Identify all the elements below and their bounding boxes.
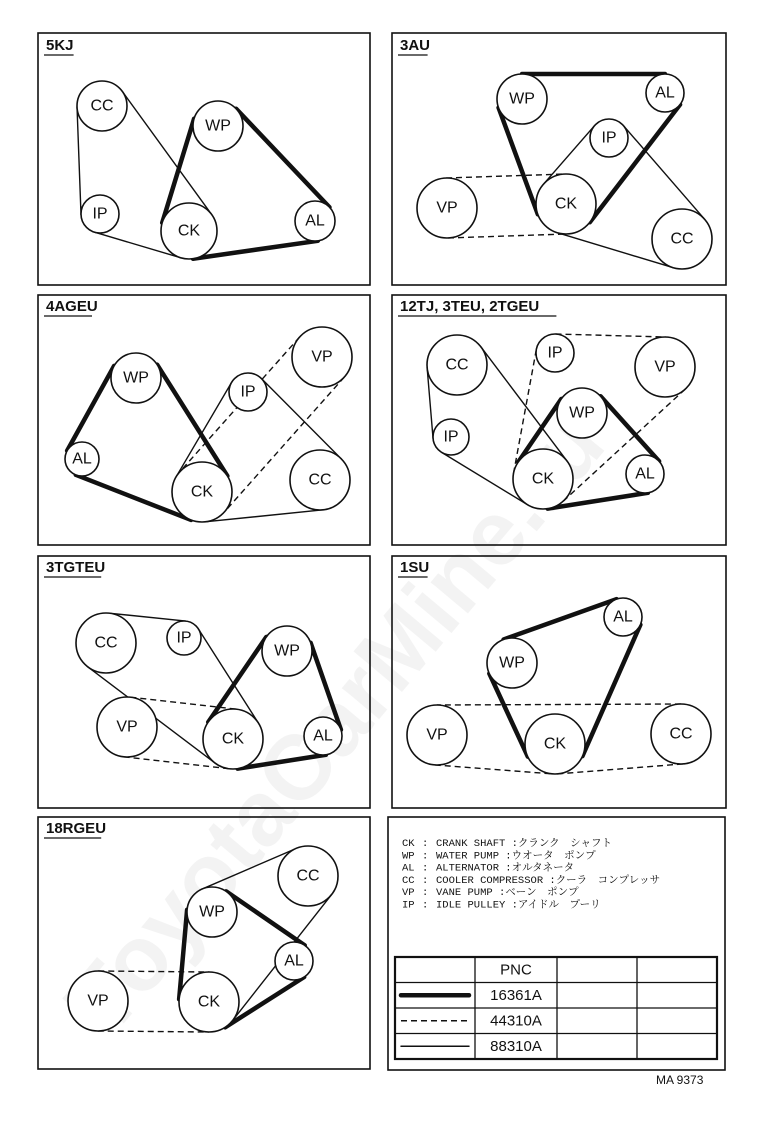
- pulley-wp: [111, 353, 161, 403]
- pulley-label: VP: [311, 348, 333, 366]
- panel-title: 5KJ: [46, 37, 74, 54]
- pulley-label: WP: [509, 90, 535, 108]
- pulley-label: CC: [669, 725, 693, 743]
- pulley-ck: [203, 709, 263, 769]
- pulley-label: WP: [569, 404, 595, 422]
- pulley-label: CK: [554, 195, 578, 213]
- panel-4ageu: [38, 295, 370, 545]
- belt-segment: [504, 599, 617, 639]
- pulley-cc: [427, 335, 487, 395]
- pulley-label: VP: [87, 992, 109, 1010]
- pulley-label: WP: [274, 642, 300, 660]
- pulley-ip: [81, 195, 119, 233]
- panel-title: 12TJ, 3TEU, 2TGEU: [400, 298, 540, 315]
- belt-segment: [446, 174, 565, 178]
- pulley-ck: [513, 449, 573, 509]
- legend-abbr: WP: [402, 850, 415, 863]
- pnc-table: [395, 957, 717, 1059]
- legend-english: IDLE PULLEY :: [436, 899, 518, 912]
- legend-sep: :: [422, 862, 429, 875]
- pulley-cc: [651, 704, 711, 764]
- pulley-vp: [97, 697, 157, 757]
- legend-sep: :: [422, 899, 429, 912]
- pulley-label: CC: [308, 471, 332, 489]
- panel-title: 1SU: [400, 559, 430, 576]
- panel-title: 3AU: [400, 37, 431, 54]
- legend-entry-ck: [402, 837, 612, 850]
- pulley-label: VP: [654, 358, 676, 376]
- pulley-label: IP: [92, 205, 108, 223]
- panel-12tj: [392, 295, 726, 545]
- pulley-ip: [536, 334, 574, 372]
- pulley-label: AL: [613, 608, 633, 626]
- panel-title: 18RGEU: [46, 820, 107, 837]
- pulley-label: CK: [531, 470, 555, 488]
- pulley-wp: [487, 638, 537, 688]
- pulley-label: CC: [296, 867, 320, 885]
- pulley-label: IP: [240, 383, 256, 401]
- pulley-al: [304, 717, 342, 755]
- legend-english: ALTERNATOR :: [436, 862, 512, 875]
- pulley-label: WP: [123, 369, 149, 387]
- pulley-al: [626, 455, 664, 493]
- pulley-wp: [557, 388, 607, 438]
- pulley-wp: [193, 101, 243, 151]
- pulley-wp: [497, 74, 547, 124]
- legend-abbr: IP: [402, 899, 415, 912]
- pulley-label: WP: [499, 654, 525, 672]
- belt-segment: [67, 366, 114, 451]
- belt-segment: [556, 334, 666, 337]
- pulley-ck: [161, 203, 217, 259]
- pulley-label: AL: [284, 952, 304, 970]
- legend-japanese: オルタネータ: [511, 862, 575, 875]
- pulley-ck: [536, 174, 596, 234]
- legend-abbr: VP: [402, 887, 415, 900]
- pnc-header: PNC: [500, 961, 532, 979]
- legend-entry-vp: [402, 886, 579, 899]
- pulley-label: AL: [635, 465, 655, 483]
- legend-sep: :: [422, 850, 429, 863]
- pulley-label: CK: [543, 735, 567, 753]
- pulley-vp: [407, 705, 467, 765]
- legend-english: COOLER COMPRESSOR :: [436, 874, 556, 887]
- pulley-label: CK: [190, 483, 214, 501]
- pulley-ip: [167, 621, 201, 655]
- legend-entry-wp: [402, 849, 596, 862]
- legend-english: CRANK SHAFT :: [436, 838, 518, 850]
- pulley-label: CC: [94, 634, 118, 652]
- pulley-vp: [635, 337, 695, 397]
- pulley-ip: [433, 419, 469, 455]
- drawing-code: MA 9373: [656, 1073, 704, 1087]
- pulley-vp: [292, 327, 352, 387]
- panel-5kj: [38, 33, 370, 285]
- belt-segment: [77, 107, 81, 215]
- legend-japanese: アイドル プーリ: [517, 899, 601, 912]
- pulley-cc: [76, 613, 136, 673]
- pulley-vp: [417, 178, 477, 238]
- belt-segment: [236, 109, 329, 207]
- pulley-al: [604, 598, 642, 636]
- pulley-label: WP: [205, 117, 231, 135]
- pulley-label: VP: [426, 726, 448, 744]
- pnc-value: 88310A: [490, 1037, 542, 1055]
- pulley-ip: [590, 119, 628, 157]
- pulley-vp: [68, 971, 128, 1031]
- pulley-label: CC: [90, 97, 114, 115]
- belt-segment: [261, 379, 341, 459]
- legend-entry-ip: [402, 899, 601, 912]
- panel-title: 3TGTEU: [46, 559, 106, 576]
- pulley-cc: [290, 450, 350, 510]
- legend-entry-cc: [402, 874, 660, 887]
- pnc-value: 44310A: [490, 1012, 542, 1030]
- belt-segment: [448, 234, 567, 238]
- pulley-label: CC: [670, 230, 694, 248]
- legend-sep: :: [422, 887, 429, 900]
- belt-segment: [157, 365, 227, 476]
- legend-abbr: CK: [402, 838, 415, 850]
- pulley-label: WP: [199, 903, 225, 921]
- pulley-label: AL: [72, 450, 92, 468]
- legend-english: WATER PUMP :: [436, 850, 512, 863]
- pulley-wp: [262, 626, 312, 676]
- panel-title: 4AGEU: [46, 298, 98, 315]
- pulley-ck: [525, 714, 585, 774]
- belt-segment: [623, 126, 704, 220]
- legend-japanese: クランク シャフト: [517, 838, 612, 850]
- pulley-cc: [652, 209, 712, 269]
- pulley-al: [295, 201, 335, 241]
- pulley-wp: [187, 887, 237, 937]
- pulley-cc: [278, 846, 338, 906]
- pulley-label: CC: [445, 356, 469, 374]
- pnc-value: 16361A: [490, 986, 542, 1004]
- legend-japanese: ベーン ポンプ: [505, 887, 579, 900]
- pulley-ck: [179, 972, 239, 1032]
- pulley-label: CK: [177, 222, 201, 240]
- legend-panel: [388, 817, 725, 1070]
- legend-japanese: クーラ コンプレッサ: [555, 874, 661, 887]
- pulley-al: [646, 74, 684, 112]
- pulley-al: [275, 942, 313, 980]
- legend-sep: :: [422, 838, 429, 850]
- pulley-label: IP: [443, 428, 459, 446]
- pulley-label: AL: [305, 212, 325, 230]
- pulley-label: IP: [601, 129, 617, 147]
- legend-abbr: CC: [402, 874, 415, 887]
- legend-english: VANE PUMP :: [436, 887, 506, 900]
- legend-japanese: ウオータ ポンプ: [511, 850, 596, 863]
- pulley-label: AL: [655, 84, 675, 102]
- pulley-label: AL: [313, 727, 333, 745]
- legend-entry-al: [402, 862, 574, 875]
- pulley-al: [65, 442, 99, 476]
- belt-segment: [582, 625, 640, 756]
- belt-segment: [437, 704, 681, 705]
- pulley-label: IP: [547, 344, 563, 362]
- panel-3au: [392, 33, 726, 285]
- pulley-ip: [229, 373, 267, 411]
- pulley-ck: [172, 462, 232, 522]
- legend-sep: :: [422, 874, 429, 887]
- pulley-label: IP: [176, 629, 192, 647]
- legend-abbr: AL: [402, 862, 415, 875]
- pulley-cc: [77, 81, 127, 131]
- pulley-label: VP: [436, 199, 458, 217]
- pulley-label: VP: [116, 718, 138, 736]
- pulley-label: CK: [221, 730, 245, 748]
- pulley-label: CK: [197, 993, 221, 1011]
